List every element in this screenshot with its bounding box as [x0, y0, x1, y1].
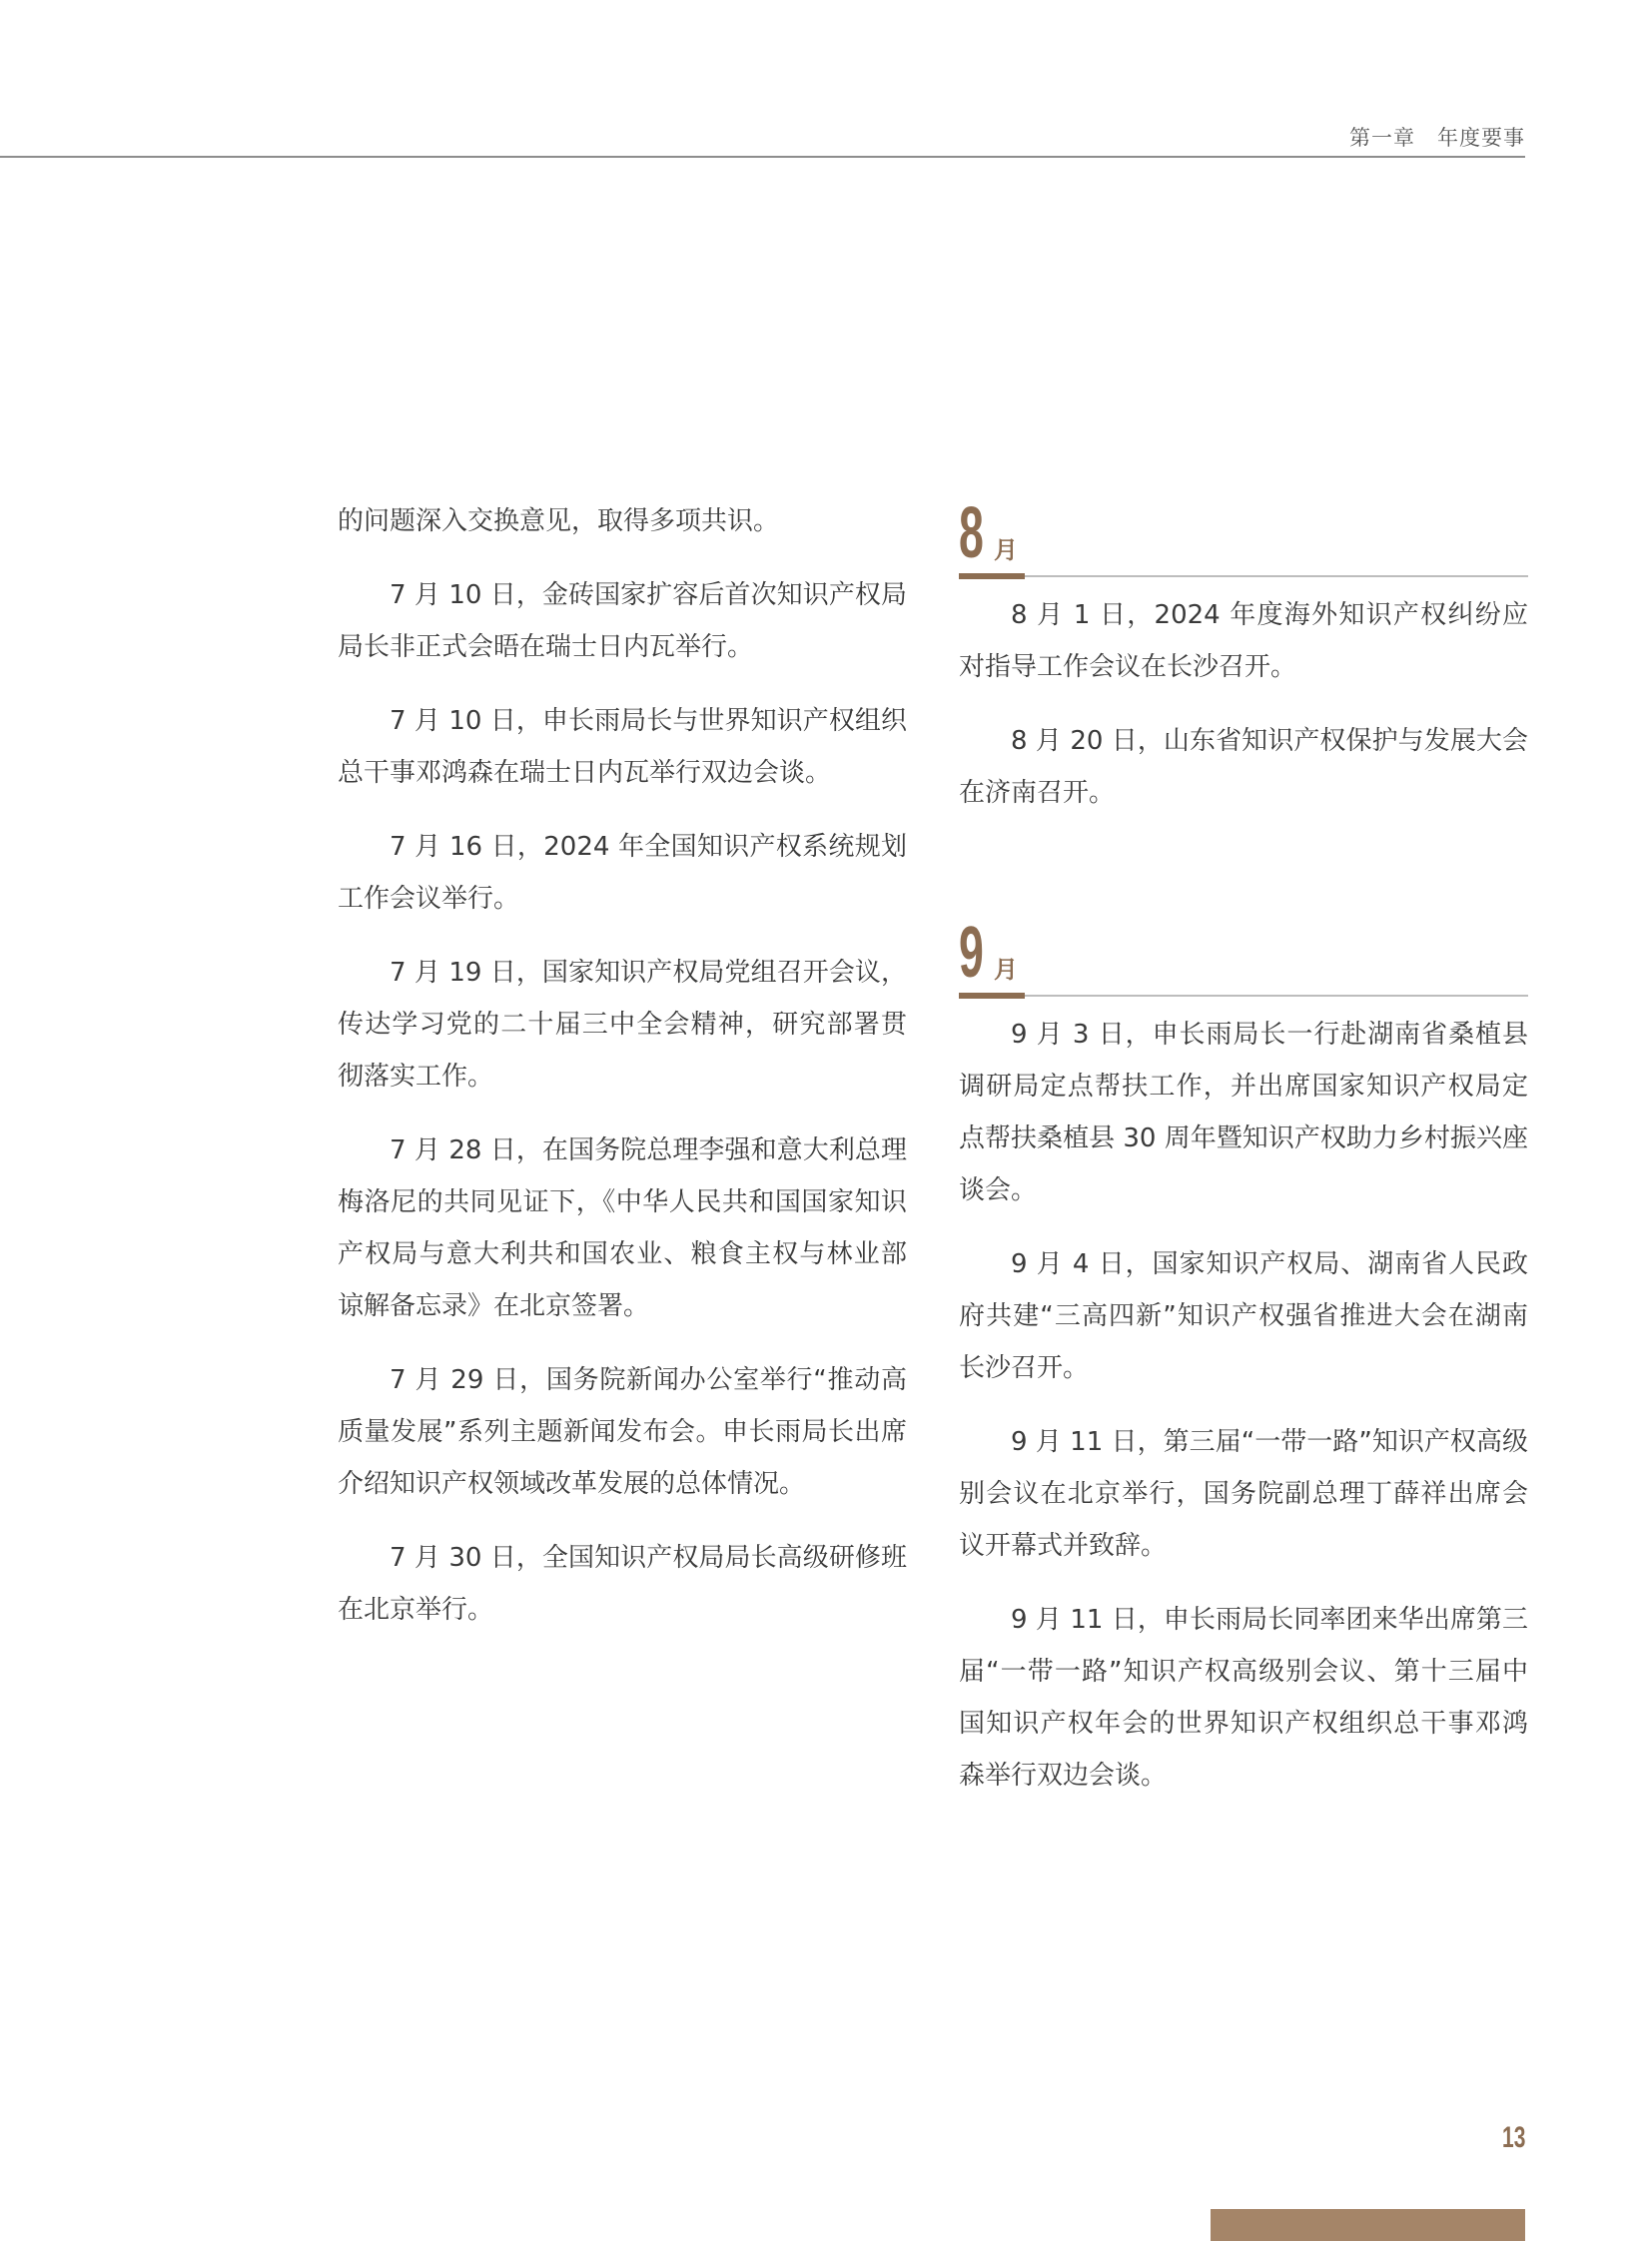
- month-accent-bar: [959, 993, 1025, 999]
- event-paragraph: 的问题深入交换意见，取得多项共识。: [338, 506, 780, 536]
- event-paragraph: 9 月 11 日，申长雨局长同率团来华出席第三届“一带一路”知识产权高级别会议、第十三届中国知识产权年会的世界知识产权组织总干事邓鸿森举行双边会谈。: [959, 1605, 1528, 1791]
- section-label: 年度要事: [1437, 126, 1525, 150]
- month-heading-august: [959, 489, 1528, 577]
- right-column: [959, 489, 1528, 1824]
- month-rule: [959, 995, 1528, 997]
- event-paragraph: 9 月 3 日，申长雨局长一行赴湖南省桑植县调研局定点帮扶工作，并出席国家知识产权局定点帮扶桑植县 30 周年暨知识产权助力乡村振兴座谈会。: [959, 1020, 1528, 1205]
- event-paragraph: 7 月 10 日，申长雨局长与世界知识产权组织总干事邓鸿森在瑞士日内瓦举行双边会谈。: [338, 706, 907, 788]
- event-paragraph: 7 月 19 日，国家知识产权局党组召开会议，传达学习党的二十届三中全会精神，研究部署贯彻落实工作。: [338, 958, 907, 1092]
- event-paragraph: 8 月 20 日，山东省知识产权保护与发展大会在济南召开。: [959, 726, 1528, 808]
- left-column: [338, 495, 907, 1658]
- month-unit: 月: [994, 536, 1018, 564]
- event-paragraph: 9 月 11 日，第三届“一带一路”知识产权高级别会议在北京举行，国务院副总理丁薛祥出席会议开幕式并致辞。: [959, 1427, 1528, 1561]
- running-header: [1349, 122, 1525, 152]
- event-paragraph: 7 月 28 日，在国务院总理李强和意大利总理梅洛尼的共同见证下，《中华人民共和国国家知识产权局与意大利共和国农业、粮食主权与林业部谅解备忘录》在北京签署。: [338, 1135, 907, 1321]
- chapter-label: 第一章: [1349, 126, 1415, 150]
- event-paragraph: 7 月 29 日，国务院新闻办公室举行“推动高质量发展”系列主题新闻发布会。申长雨局长出席介绍知识产权领域改革发展的总体情况。: [338, 1365, 907, 1499]
- month-rule: [959, 575, 1528, 577]
- month-number: 9: [959, 913, 984, 993]
- month-unit: 月: [994, 956, 1018, 984]
- page-number: 13: [1501, 2121, 1525, 2154]
- month-accent-bar: [959, 573, 1025, 579]
- event-paragraph: 8 月 1 日，2024 年度海外知识产权纠纷应对指导工作会议在长沙召开。: [959, 600, 1528, 682]
- event-paragraph: 7 月 10 日，金砖国家扩容后首次知识产权局局长非正式会晤在瑞士日内瓦举行。: [338, 580, 907, 662]
- month-number: 8: [959, 493, 984, 573]
- footer-accent-bar: [1211, 2209, 1525, 2241]
- month-heading-september: [959, 909, 1528, 997]
- event-paragraph: 7 月 16 日，2024 年全国知识产权系统规划工作会议举行。: [338, 832, 907, 914]
- event-paragraph: 9 月 4 日，国家知识产权局、湖南省人民政府共建“三高四新”知识产权强省推进大会在湖南长沙召开。: [959, 1249, 1528, 1383]
- header-rule: [0, 156, 1525, 158]
- event-paragraph: 7 月 30 日，全国知识产权局局长高级研修班在北京举行。: [338, 1543, 907, 1625]
